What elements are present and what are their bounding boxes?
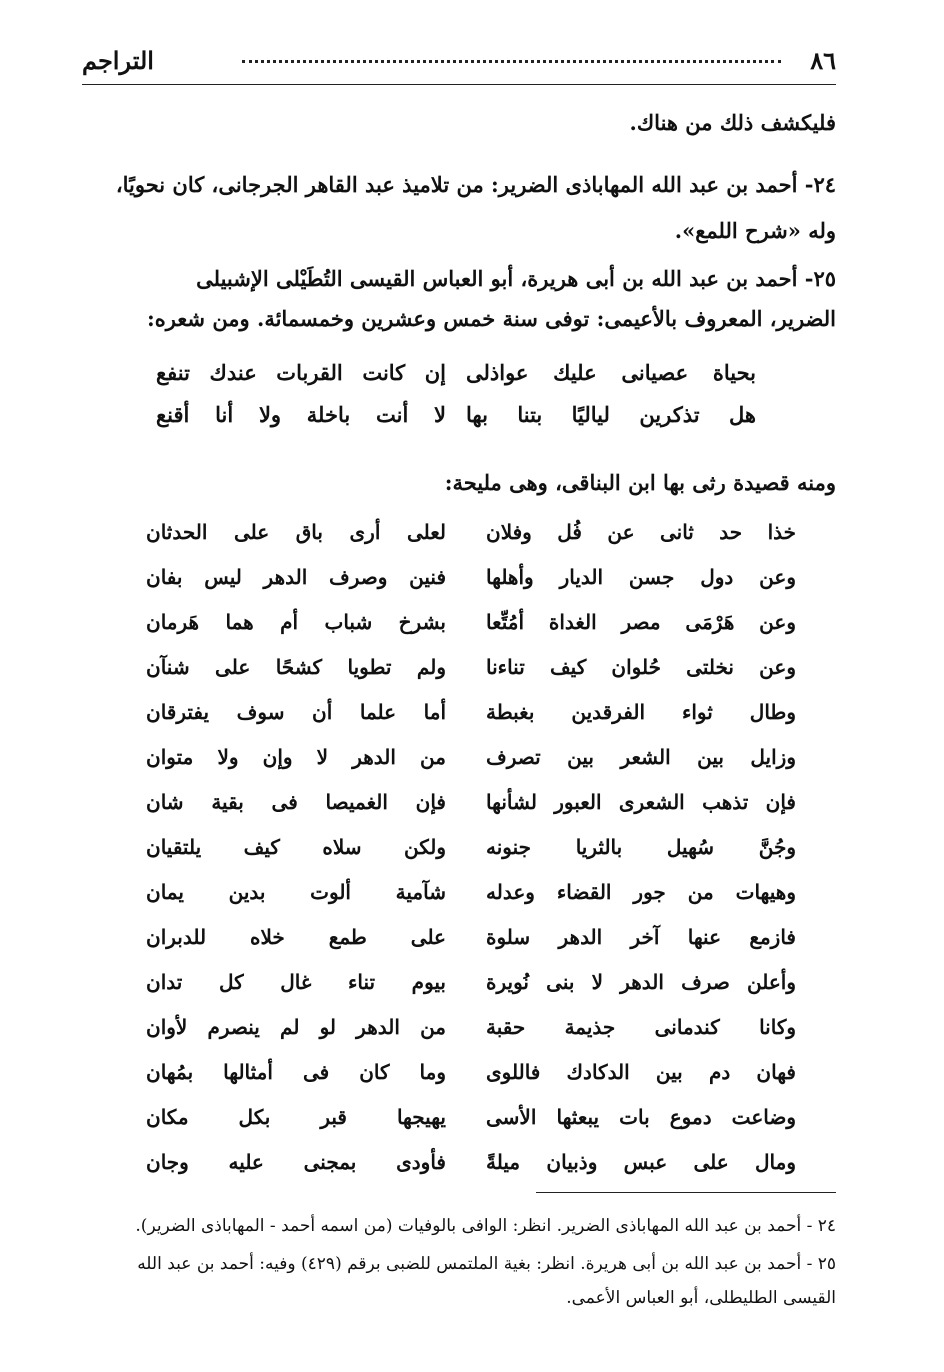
verse-second-hemistich: إن كانت القربات عندك تنفع [156,360,446,385]
poem-first-hemistich: وعن نخلتى حُلوان كيف تناءنا [486,655,796,679]
poem-first-hemistich: وعن دول جسن الديار وأهلها [486,565,796,589]
poem-second-hemistich: من الدهر لا وإن ولا متوان [146,745,446,769]
continuation-line: فليكشف ذلك من هناك. [629,110,836,135]
poem-row [116,655,836,700]
verse-first-hemistich: هل تذكرين لياليًا بتنا بها [466,402,756,427]
poem-second-hemistich: ولم تطويا كشحًا على شنآن [146,655,446,679]
running-title: التراجم [82,46,154,75]
footnote-25-line-2: القيسى الطليطلى، أبو العباس الأعمى. [566,1288,836,1308]
poem-second-hemistich: لعلى أرى باق على الحدثان [146,520,446,544]
poem-first-hemistich: وكانا كندمانى جذيمة حقبة [486,1015,796,1039]
poem-row [116,1105,836,1150]
poem-second-hemistich: بشرخ شباب أم هما هَرمان [146,610,446,634]
entry-24-line-2: وله «شرح اللمع». [674,218,836,243]
poem-row [116,610,836,655]
poem-second-hemistich: على طمع خلاه للدبران [146,925,446,949]
poem-first-hemistich: وطال ثواء الفرقدين بغبطة [486,700,796,724]
footnote-separator [536,1192,836,1193]
poem-first-hemistich: خذا حد ثانى عن فُل وفلان [486,520,796,544]
poem-row [116,700,836,745]
poem-row [116,1150,836,1195]
poem-row [116,880,836,925]
poem-second-hemistich: فنين وصرف الدهر ليس بفان [146,565,446,589]
poem-first-hemistich: فازمع عنها آخر الدهر سلوة [486,925,796,949]
poem-first-hemistich: وأعلن صرف الدهر لا بنى نُويرة [486,970,796,994]
poem-second-hemistich: وما كان فى أمثالها بمُهان [146,1060,446,1084]
poem-second-hemistich: أما علما أن سوف يفترقان [146,700,446,724]
entry-25-line-1: ٢٥- أحمد بن عبد الله بن أبى هريرة، أبو العباس القيسى التُطَيْلى الإشبيلى [196,266,836,291]
poem-row [116,745,836,790]
poem-second-hemistich: يهيجها قبر بكل مكان [146,1105,446,1129]
verse-row [116,402,836,444]
entry-24-line-1: ٢٤- أحمد بن عبد الله المهاباذى الضرير: من تلاميذ عبد القاهر الجرجانى، كان نحويًا، [115,172,836,197]
poem-second-hemistich: فإن الغميصا فى بقية شان [146,790,446,814]
poem-second-hemistich: فأودى بمجنى عليه وجان [146,1150,446,1174]
poem [116,520,836,1195]
poem-row [116,1060,836,1105]
poem-row [116,835,836,880]
poem-first-hemistich: وضاعت دموع بات يبعثها الأسى [486,1105,796,1129]
poem-first-hemistich: فهان دم بين الدكادك فاللوى [486,1060,796,1084]
poem-first-hemistich: وعن هَرْمَى مصر الغداة أمُتِّعا [486,610,796,634]
verse-row [116,360,836,402]
poem-row [116,565,836,610]
poem-row [116,925,836,970]
poem-first-hemistich: فإن تذهب الشعرى العبور لشأنها [486,790,796,814]
poem-first-hemistich: ومال على عبس وذبيان ميلةً [486,1150,796,1174]
page-number: ٨٦ [810,46,836,75]
poem-first-hemistich: وزايل بين الشعر بين تصرف [486,745,796,769]
poem-first-hemistich: وهيهات من جور القضاء وعدله [486,880,796,904]
poem-first-hemistich: وجُنَّ سُهيل بالثريا جنونه [486,835,796,859]
poem-second-hemistich: من الدهر لو لم ينصرم لأوان [146,1015,446,1039]
poem-second-hemistich: بيوم تناء غال كل تدان [146,970,446,994]
poem-row [116,970,836,1015]
poem-second-hemistich: شآمية ألوت بدين يمان [146,880,446,904]
poem-intro: ومنه قصيدة رثى بها ابن البناقى، وهى مليحة: [444,470,836,495]
poem-row [116,790,836,835]
poem-row [116,1015,836,1060]
header-leader-dots [242,60,781,63]
poem-row [116,520,836,565]
entry-25-line-2: الضرير، المعروف بالأعيمى: توفى سنة خمس وعشرين وخمسمائة. ومن شعره: [146,306,836,331]
footnote-25-line-1: ٢٥ - أحمد بن عبد الله بن أبى هريرة. انظر: بغية الملتمس للضبى برقم (٤٢٩) وفيه: أحمد بن عبد الله [137,1254,836,1274]
page-header [82,44,836,85]
poem-second-hemistich: ولكن سلاه كيف يلتقيان [146,835,446,859]
footnote-24: ٢٤ - أحمد بن عبد الله المهاباذى الضرير. انظر: الوافى بالوفيات (من اسمه أحمد - المهاباذى الضرير). [135,1216,836,1236]
verse-second-hemistich: لا أنت باخلة ولا أنا أقنع [156,402,446,427]
verse-first-hemistich: بحياة عصيانى عليك عواذلى [466,360,756,385]
